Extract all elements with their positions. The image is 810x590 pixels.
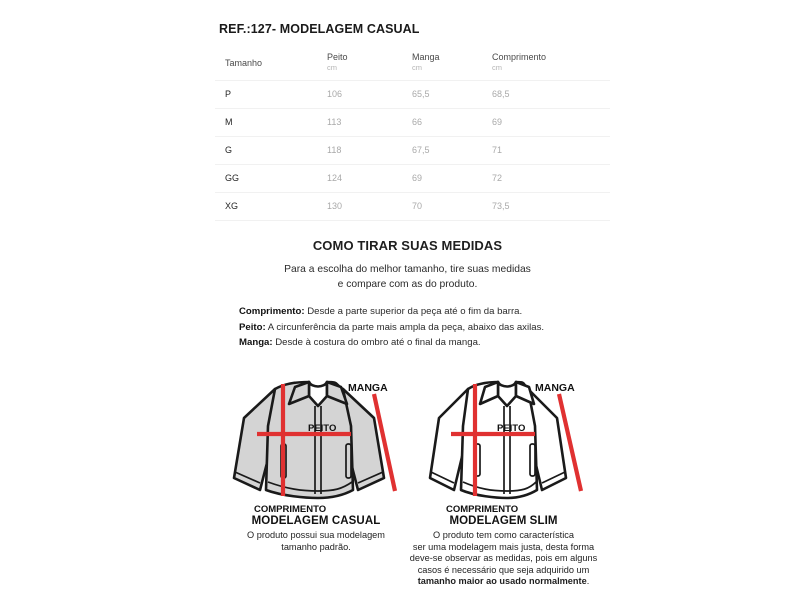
caption-casual [223, 514, 409, 553]
cell-chest: 118 [327, 136, 412, 164]
column-header-chest-label: Peito [327, 51, 348, 62]
definition-comprimento-term: Comprimento: [239, 306, 305, 317]
table-header-row [215, 45, 610, 80]
column-header-size-label: Tamanho [225, 58, 263, 69]
caption-slim-line5 [407, 576, 600, 588]
definition-manga [239, 335, 589, 351]
cell-size: XG [215, 192, 327, 220]
size-table-header [215, 45, 610, 80]
cell-sleeve: 70 [412, 192, 492, 220]
column-header-chest [327, 45, 412, 80]
column-header-chest-unit: cm [327, 62, 337, 72]
cell-sleeve: 66 [412, 108, 492, 136]
column-header-sleeve-unit: cm [412, 62, 422, 72]
caption-slim-line1: O produto tem como característica [433, 530, 574, 540]
jacket-diagram-casual [222, 366, 414, 516]
cell-length: 69 [492, 108, 610, 136]
definition-peito-text: A circunferência da parte mais ampla da peça, abaixo das axilas. [265, 321, 545, 333]
cell-size: GG [215, 164, 327, 192]
caption-casual-line1: O produto possui sua modelagem [247, 530, 385, 540]
definition-manga-term: Manga: [239, 337, 273, 348]
size-table-body [215, 80, 610, 220]
cell-chest: 130 [327, 192, 412, 220]
table-row [215, 136, 610, 164]
how-to-measure-lead-line2: e compare com as do produto. [337, 279, 478, 290]
caption-slim-line5-tail: . [586, 576, 590, 587]
fit-captions [215, 514, 600, 590]
caption-slim-line2: ser uma modelagem mais justa, desta forma [412, 541, 595, 552]
caption-slim-line5-bold: tamanho maior ao usado normalmente [417, 576, 587, 587]
column-header-length [492, 45, 610, 80]
label-manga-casual: MANGA [348, 382, 388, 394]
definition-manga-text: Desde à costura do ombro até o final da manga. [272, 337, 481, 348]
caption-casual-line2: tamanho padrão. [281, 541, 351, 552]
caption-slim [407, 514, 600, 588]
caption-casual-title: MODELAGEM CASUAL [251, 515, 381, 527]
cell-size: M [215, 108, 327, 136]
label-peito-casual: PEITO [308, 423, 337, 434]
jacket-diagram-slim [411, 366, 603, 516]
column-header-sleeve [412, 45, 492, 80]
jacket-slim-icon [411, 366, 603, 516]
size-guide-sheet [215, 0, 600, 590]
definition-peito-term: Peito: [239, 321, 266, 333]
column-header-length-unit: cm [492, 62, 502, 72]
table-row [215, 80, 610, 108]
page-title: REF.:127- MODELAGEM CASUAL [219, 22, 420, 36]
cell-size: G [215, 136, 327, 164]
definition-peito [239, 320, 589, 336]
cell-sleeve: 65,5 [412, 80, 492, 108]
cell-sleeve: 67,5 [412, 136, 492, 164]
column-header-size [215, 45, 327, 80]
table-row [215, 108, 610, 136]
how-to-measure-section [215, 238, 600, 292]
caption-slim-line3: deve-se observar as medidas, pois em alguns [409, 553, 598, 564]
cell-size: P [215, 80, 327, 108]
how-to-measure-lead-line1: Para a escolha do melhor tamanho, tire suas medidas [284, 264, 531, 275]
cell-chest: 106 [327, 80, 412, 108]
size-table [215, 45, 610, 221]
column-header-sleeve-label: Manga [412, 51, 440, 62]
caption-slim-title: MODELAGEM SLIM [449, 515, 558, 527]
definition-comprimento [239, 304, 589, 320]
column-header-length-label: Comprimento [492, 51, 547, 62]
cell-chest: 124 [327, 164, 412, 192]
definition-comprimento-text: Desde a parte superior da peça até o fim da barra. [304, 306, 523, 317]
cell-length: 73,5 [492, 192, 610, 220]
table-row [215, 192, 610, 220]
caption-slim-line4: casos é necessário que seja adquirido um [417, 564, 590, 575]
label-comprimento-slim: COMPRIMENTO [446, 504, 519, 515]
cell-length: 68,5 [492, 80, 610, 108]
cell-length: 71 [492, 136, 610, 164]
cell-chest: 113 [327, 108, 412, 136]
jacket-casual-icon [222, 366, 414, 516]
label-manga-slim: MANGA [535, 382, 575, 394]
cell-length: 72 [492, 164, 610, 192]
jacket-diagrams [215, 366, 600, 516]
label-peito-slim: PEITO [497, 423, 526, 434]
cell-sleeve: 69 [412, 164, 492, 192]
how-to-measure-title: COMO TIRAR SUAS MEDIDAS [312, 238, 503, 253]
measurement-definitions [239, 304, 589, 351]
table-row [215, 164, 610, 192]
label-comprimento-casual: COMPRIMENTO [254, 504, 327, 515]
